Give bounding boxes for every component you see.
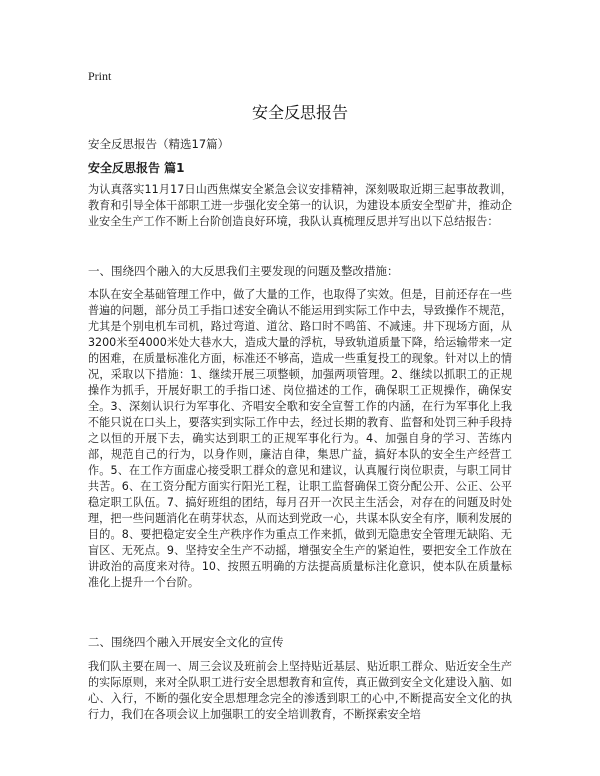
intro-paragraph: 为认真落实11月17日山西焦煤安全紧急会议安排精神，深刻吸取近期三起事故教训，教育和引导全体干部职工进一步强化安全第一的认识，为建设本质安全型矿井，推动企业安全生产工作不断上台阶创造良好环境，我队认真梳理反思并写出以下总结报告：: [88, 183, 512, 228]
paragraph-two: 我们队主要在周一、周三会议及班前会上坚持贴近基层、贴近职工群众、贴近安全生产的实际原则，来对全队职工进行安全思想教育和宣传，真正做到安全文化建设入脑、如心、入行，不断的强化安全思想理念完全的渗透到职工的心中,不断提高安全文化的执行力，我们在各项会议上加强职工的安全培训教育，不断探索安全培: [88, 660, 512, 721]
section-heading: 安全反思报告 篇1: [88, 161, 185, 175]
document-subtitle: 安全反思报告（精选17篇）: [88, 137, 230, 151]
heading-one: 一、围绕四个融入的大反思我们主要发现的问题及整改措施：: [88, 264, 399, 278]
print-link[interactable]: Print: [88, 69, 112, 83]
document-title: 安全反思报告: [251, 103, 348, 122]
paragraph-one: 本队在安全基础管理工作中，做了大量的工作，也取得了实效。但是，目前还存在一些普遍的问题，部分员工手指口述安全确认不能运用到实际工作中去，导致操作不规范，尤其是个别电机车司机，路过弯道、道岔、路口时不鸣笛、不减速。井下现场方面，从3200米至4000米处大巷水大，造成大量的浮杭，导致轨道质量下降，给运输带来一定的困难，在质量标准化方面，标准还不够高，造成一些重复投工的现象。针对以上的情况，采取以下措施：1、继续开展三项整顿，加强两项管理。2、继续以抓职工的正规操作为抓手，开展好职工的手指口述、岗位描述的工作，确保职工正规操作，确保安全。3、深刻认识行为军事化、齐唱安全歌和安全宣誓工作的内涵，在行为军事化上我不能只说在口头上，要落实到实际工作中去，经过长期的教育、监督和处罚三种手段持之以恒的开展下去，确实达到职工的正规军事化行为。4、加强自身的学习、苦练内部，规范自己的行为，以身作则，廉洁自律，集思广益，搞好本队的安全生产经营工作。5、在工作方面虚心接受职工群众的意见和建议，认真履行岗位职责，与职工同甘共苦。6、在工资分配方面实行阳光工程，让职工监督确保工资分配公开、公正、公平稳定职工队伍。7、搞好班组的团结，每月召开一次民主生活会，对存在的问题及时处理，把一些问题消化在萌芽状态，从而达到党政一心，共谋本队安全有序，顺利发展的目的。8、要把稳定安全生产秩序作为重点工作来抓，做到无隐患安全管理无缺陷、无盲区、无死点。9、坚持安全生产不动摇，增强安全生产的紧迫性，要把安全工作放在讲政治的高度来对待。10、按照五明确的方法提高质量标注化意识，使本队在质量标准化上提升一个台阶。: [88, 288, 512, 589]
heading-two: 二、围绕四个融入开展安全文化的宣传: [88, 635, 284, 649]
